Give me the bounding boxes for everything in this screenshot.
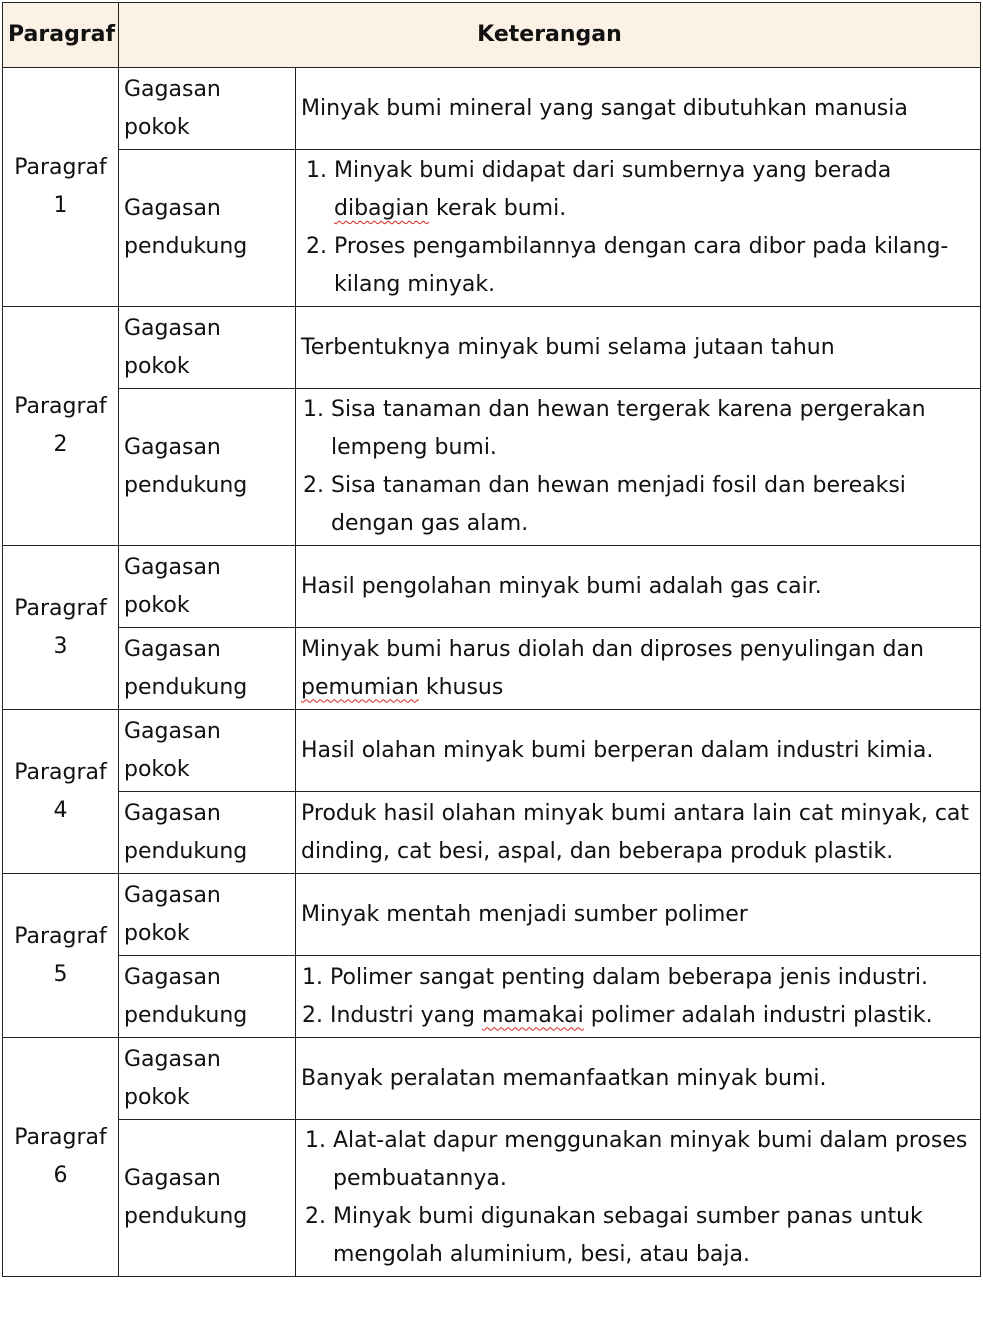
list-item: 2. Industri yang mamakai polimer adalah industri plastik.	[330, 997, 975, 1035]
gagasan-pokok-label: Gagasan pokok	[119, 68, 296, 150]
table-row	[3, 68, 981, 150]
gagasan-pendukung-text: Produk hasil olahan minyak bumi antara lain cat minyak, cat dinding, cat besi, aspal, dan beberapa produk plastik.	[296, 792, 981, 874]
table-row	[3, 1038, 981, 1120]
gagasan-pendukung-label: Gagasan pendukung	[119, 792, 296, 874]
list-item: 2. Minyak bumi digunakan sebagai sumber panas untuk mengolah aluminium, besi, atau baja.	[333, 1198, 975, 1274]
paragraf-label: Paragraf 4	[3, 710, 119, 874]
paragraf-label: Paragraf 6	[3, 1038, 119, 1277]
table-row	[3, 628, 981, 710]
gagasan-pendukung-list	[296, 1120, 981, 1277]
gagasan-pendukung-label: Gagasan pendukung	[119, 1120, 296, 1277]
header-row	[3, 3, 981, 68]
table-row	[3, 710, 981, 792]
table-row	[3, 792, 981, 874]
table-row	[3, 1120, 981, 1277]
gagasan-pendukung-list	[296, 150, 981, 307]
gagasan-pendukung-text: Minyak bumi harus diolah dan diproses penyulingan dan pemumian khusus	[296, 628, 981, 710]
gagasan-pokok-label: Gagasan pokok	[119, 710, 296, 792]
gagasan-pokok-text: Terbentuknya minyak bumi selama jutaan tahun	[296, 307, 981, 389]
gagasan-pendukung-list	[296, 389, 981, 546]
list-item: 2. Sisa tanaman dan hewan menjadi fosil dan bereaksi dengan gas alam.	[331, 467, 975, 543]
paragraf-label: Paragraf 2	[3, 307, 119, 546]
gagasan-pendukung-label: Gagasan pendukung	[119, 628, 296, 710]
paragraf-label: Paragraf 3	[3, 546, 119, 710]
list-item: 1. Minyak bumi didapat dari sumbernya yang berada dibagian kerak bumi.	[334, 152, 975, 228]
gagasan-pokok-text: Hasil pengolahan minyak bumi adalah gas cair.	[296, 546, 981, 628]
summary-table	[2, 2, 981, 1277]
table-row	[3, 874, 981, 956]
gagasan-pendukung-label: Gagasan pendukung	[119, 389, 296, 546]
gagasan-pokok-label: Gagasan pokok	[119, 307, 296, 389]
header-keterangan: Keterangan	[119, 3, 981, 68]
table-row	[3, 389, 981, 546]
gagasan-pendukung-label: Gagasan pendukung	[119, 956, 296, 1038]
list-item: 1. Polimer sangat penting dalam beberapa jenis industri.	[330, 959, 975, 997]
gagasan-pokok-label: Gagasan pokok	[119, 546, 296, 628]
table-row	[3, 956, 981, 1038]
header-paragraf: Paragraf	[3, 3, 119, 68]
table-row	[3, 150, 981, 307]
gagasan-pokok-text: Minyak bumi mineral yang sangat dibutuhkan manusia	[296, 68, 981, 150]
list-item: 2. Proses pengambilannya dengan cara dibor pada kilang-kilang minyak.	[334, 228, 975, 304]
gagasan-pokok-label: Gagasan pokok	[119, 1038, 296, 1120]
gagasan-pendukung-label: Gagasan pendukung	[119, 150, 296, 307]
gagasan-pendukung-list	[296, 956, 981, 1038]
gagasan-pokok-text: Minyak mentah menjadi sumber polimer	[296, 874, 981, 956]
list-item: 1. Sisa tanaman dan hewan tergerak karena pergerakan lempeng bumi.	[331, 391, 975, 467]
paragraf-label: Paragraf 5	[3, 874, 119, 1038]
list-item: 1. Alat-alat dapur menggunakan minyak bumi dalam proses pembuatannya.	[333, 1122, 975, 1198]
paragraf-label: Paragraf 1	[3, 68, 119, 307]
gagasan-pokok-text: Banyak peralatan memanfaatkan minyak bumi.	[296, 1038, 981, 1120]
table-row	[3, 546, 981, 628]
gagasan-pokok-label: Gagasan pokok	[119, 874, 296, 956]
gagasan-pokok-text: Hasil olahan minyak bumi berperan dalam industri kimia.	[296, 710, 981, 792]
table-row	[3, 307, 981, 389]
